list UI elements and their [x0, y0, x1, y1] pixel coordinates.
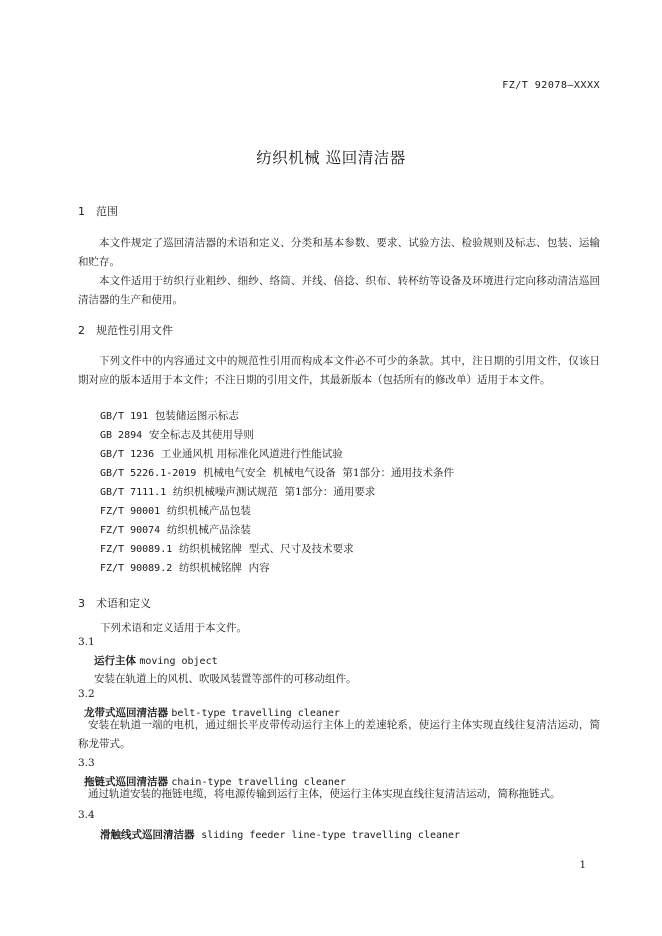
scope-paragraph-2: 本文件适用于纺织行业粗纱、细纱、络筒、并线、倍捻、织布、转杯纺等设备及环境进行定向移动清洁巡回清洁器的生产和使用。 — [78, 275, 600, 306]
term-definition: 安装在轨道一端的电机，通过细长平皮带传动运行主体上的差速轮系，使运行主体实现直线往复清洁运动，简称龙带式。 — [78, 719, 600, 750]
term-heading — [94, 653, 218, 668]
reference-item: FZ/T 90089.1 纺织机械铭牌 型式、尺寸及技术要求 — [100, 543, 354, 555]
term-en: sliding feeder line-type travelling cleaner — [201, 830, 461, 841]
reference-item: GB 2894 安全标志及其使用导则 — [100, 429, 254, 441]
term-definition: 安装在轨道上的风机、吹吸风装置等部件的可移动组件。 — [94, 673, 357, 685]
term-zh: 拖链式巡回清洁器 — [84, 776, 168, 788]
page-number: 1 — [579, 860, 586, 871]
document-title: 纺织机械 巡回清洁器 — [256, 149, 406, 167]
section-3-heading — [78, 595, 151, 611]
reference-item: GB/T 5226.1-2019 机械电气安全 机械电气设备 第1部分：通用技术条件 — [100, 467, 455, 479]
term-definition: 通过轨道安装的拖链电缆，将电源传输到运行主体，使运行主体实现直线往复清洁运动，简称拖链式。 — [88, 788, 561, 800]
term-zh: 滑触线式巡回清洁器 — [100, 829, 195, 841]
section-title: 术语和定义 — [96, 597, 151, 610]
reference-item: FZ/T 90074 纺织机械产品涂装 — [100, 524, 251, 536]
term-number: 3.4 — [78, 809, 95, 821]
reference-item: FZ/T 90001 纺织机械产品包装 — [100, 505, 251, 517]
scope-paragraph-1: 本文件规定了巡回清洁器的术语和定义、分类和基本参数、要求、试验方法、检验规则及标志、包装、运输和贮存。 — [78, 237, 600, 268]
term-en: moving object — [139, 656, 218, 667]
document-code: FZ/T 92078—XXXX — [502, 80, 600, 91]
terms-intro: 下列术语和定义适用于本文件。 — [100, 622, 247, 634]
section-2-heading — [78, 322, 173, 338]
reference-item: GB/T 191 包装储运图示标志 — [100, 410, 239, 422]
term-number: 3.3 — [78, 757, 95, 769]
normative-intro: 下列文件中的内容通过文中的规范性引用而构成本文件必不可少的条款。其中，注日期的引用文件，仅该日期对应的版本适用于本文件；不注日期的引用文件，其最新版本（包括所有的修改单）适用于本文件。 — [78, 355, 600, 386]
reference-item: FZ/T 90089.2 纺织机械铭牌 内容 — [100, 562, 270, 574]
term-heading — [100, 827, 460, 842]
section-1-heading — [78, 203, 118, 219]
section-title: 范围 — [96, 205, 118, 218]
term-zh: 运行主体 — [94, 655, 136, 667]
term-number: 3.1 — [78, 636, 95, 648]
term-zh: 龙带式巡回清洁器 — [84, 707, 168, 719]
reference-item: GB/T 7111.1 纺织机械噪声测试规范 第1部分：通用要求 — [100, 486, 376, 498]
section-number: 1 — [78, 205, 85, 218]
section-number: 2 — [78, 324, 85, 337]
term-en: chain-type travelling cleaner — [171, 777, 346, 788]
term-number: 3.2 — [78, 688, 95, 700]
section-title: 规范性引用文件 — [96, 324, 173, 337]
reference-item: GB/T 1236 工业通风机 用标准化风道进行性能试验 — [100, 448, 343, 460]
term-en: belt-type travelling cleaner — [171, 708, 340, 719]
section-number: 3 — [78, 597, 85, 610]
